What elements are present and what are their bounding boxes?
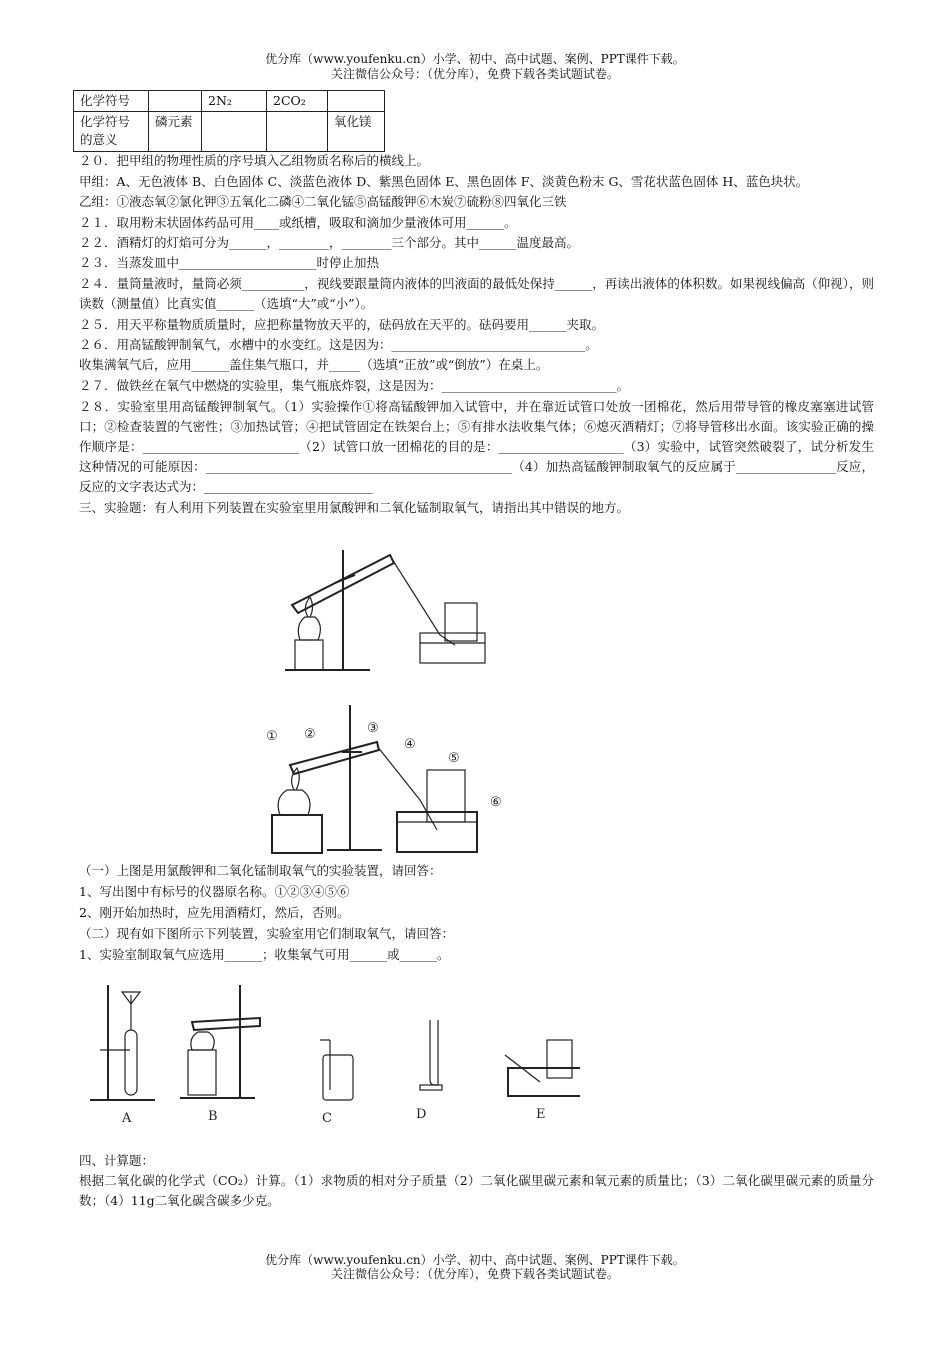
delivery-tube (377, 746, 437, 830)
table-cell: 磷元素 (149, 112, 202, 152)
bottle-c (323, 1055, 353, 1100)
question-26a: ２６．用高锰酸钾制氧气，水槽中的水变红。这是因为：_______________________________。 (79, 337, 598, 352)
group-b: 乙组：①液态氧②氯化钾③五氧化二磷④二氧化锰⑤高锰酸钾⑥木炭⑦硫粉⑧四氧化三铁 (79, 194, 567, 209)
table-cell: 化学符号的意义 (74, 112, 149, 152)
header-line-2: 关注微信公众号：（优分库），免费下载各类试题试卷。 (330, 67, 619, 81)
question-23: ２３．当蒸发皿中______________________时停止加热 (79, 255, 380, 270)
label-4: ④ (404, 737, 416, 752)
question-25: ２５．用天平称量物质质量时，应把称量物放天平的，砝码放在天平的。砝码要用______夹取。 (79, 317, 605, 332)
label-b: B (208, 1109, 218, 1124)
apparatus-figure-3 (80, 980, 580, 1130)
question-27: ２７．做铁丝在氧气中燃烧的实验里，集气瓶底炸裂，这是因为：____________________________。 (79, 378, 630, 393)
block-b (188, 1050, 216, 1095)
symbol-table (73, 90, 385, 152)
trough (420, 633, 485, 663)
group-a: 甲组：A、无色液体 B、白色固体 C、淡蓝色液体 D、紫黑色固体 E、黑色固体 F、淡黄色粉末 G、雪花状蓝色固体 H、蓝色块状。 (79, 174, 809, 189)
block (295, 640, 323, 670)
footer-line-1: 优分库（www.youfenku.cn）小学、初中、高中试题、案例、PPT课件下载。 (265, 1253, 685, 1267)
label-e: E (536, 1107, 546, 1122)
gas-jar (427, 770, 465, 822)
test-tube-b (192, 1018, 260, 1030)
part-2-question-1: 1、实验室制取氧气应选用______；收集氧气可用______或______。 (79, 947, 450, 962)
wooden-block (272, 815, 322, 853)
section-4-title: 四、计算题： (79, 1153, 155, 1168)
table-cell: 化学符号 (74, 91, 149, 112)
question-22: ２２．酒精灯的灯焰可分为______，________，________三个部分。其中______温度最高。 (79, 235, 580, 250)
part-1-title: （一）上图是用氯酸钾和二氧化锰制取氧气的实验装置，请回答： (79, 863, 442, 878)
part-1-question-2: 2、刚开始加热时，应先用酒精灯，然后，否则。 (79, 905, 350, 920)
question-24: ２４．量筒量液时，量筒必须__________，视线要跟量筒内液体的凹液面的最低处保持______，再读出液体的体积数。如果视线偏高（仰视），则读数（测量值）比真实值______（选填“大”或“小”）。 (79, 276, 874, 311)
table-cell: 2N₂ (202, 91, 267, 112)
label-d: D (416, 1107, 427, 1122)
calculation-question: 根据二氧化碳的化学式（CO₂）计算。（1）求物质的相对分子质量（2）二氧化碳里碳元素和氧元素的质量比；（3）二氧化碳里碳元素的质量分数；（4）11g二氧化碳含碳多少克。 (79, 1173, 874, 1208)
test-tube (290, 742, 379, 774)
table-cell (328, 91, 385, 112)
apparatus-figure-2 (262, 700, 512, 858)
part-2-title: （二）现有如下图所示下列装置，实验室用它们制取氧气，请回答： (79, 926, 455, 941)
label-2: ② (304, 727, 316, 742)
label-5: ⑤ (448, 751, 460, 766)
section-3-title: 三、实验题：有人利用下列装置在实验室里用氯酸钾和二氧化锰制取氧气，请指出其中错误的地方。 (79, 500, 630, 515)
test-tube-a (125, 1030, 137, 1095)
table-row (74, 91, 385, 112)
label-a: A (122, 1111, 132, 1126)
table-cell: 2CO₂ (267, 91, 328, 112)
question-28: ２８．实验室里用高锰酸钾制氧气。（1）实验操作①将高锰酸钾加入试管中，并在靠近试管口处放一团棉花，然后用带导管的橡皮塞塞进试管口；②检查装置的气密性；③加热试管；④把试管固定在铁架台上；⑤有排水法收集气体；⑥熄灭酒精灯；⑦将导管移出水面。该实验正确的操作顺序是：_________________________（2）试管口放一团棉花的目的是：____________________（3）实验中，试管突然破裂了，试分析发生这种情况的可能原因：_________________________________________________（4）加热高锰酸钾制取氧气的反应属于________________反应，反应的文字表达式为：___________________________ (79, 399, 874, 494)
clamp (335, 575, 355, 583)
question-21: ２１．取用粉末状固体药品可用____或纸槽，吸取和滴加少量液体可用______。 (79, 215, 517, 230)
table-cell (267, 112, 328, 152)
gas-jar (445, 603, 477, 641)
jar-d (430, 1020, 438, 1085)
apparatus-figure-1 (280, 525, 500, 675)
label-c: C (322, 1111, 332, 1126)
footer-line-2: 关注微信公众号：（优分库），免费下载各类试题试卷。 (330, 1267, 619, 1281)
table-cell (149, 91, 202, 112)
table-cell (202, 112, 267, 152)
jar-d-base (420, 1085, 442, 1090)
trough-e (508, 1068, 580, 1096)
header-line-1: 优分库（www.youfenku.cn）小学、初中、高中试题、案例、PPT课件下载。 (265, 52, 685, 66)
label-1: ① (266, 729, 278, 744)
question-26b: 收集满氧气后，应用______盖住集气瓶口，并_____（选填“正放”或“倒放”）在桌上。 (79, 357, 549, 372)
table-cell: 氧化镁 (328, 112, 385, 152)
alcohol-lamp (278, 790, 310, 815)
part-1-question-1: 1、写出图中有标号的仪器原名称。①②③④⑤⑥ (79, 884, 350, 899)
lamp-b (191, 1032, 214, 1050)
alcohol-lamp (298, 617, 320, 640)
question-20: ２０．把甲组的物理性质的序号填入乙组物质名称后的横线上。 (79, 153, 430, 168)
label-6: ⑥ (490, 795, 502, 810)
table-row (74, 112, 385, 152)
jar-e (547, 1040, 572, 1078)
label-3: ③ (367, 721, 379, 736)
